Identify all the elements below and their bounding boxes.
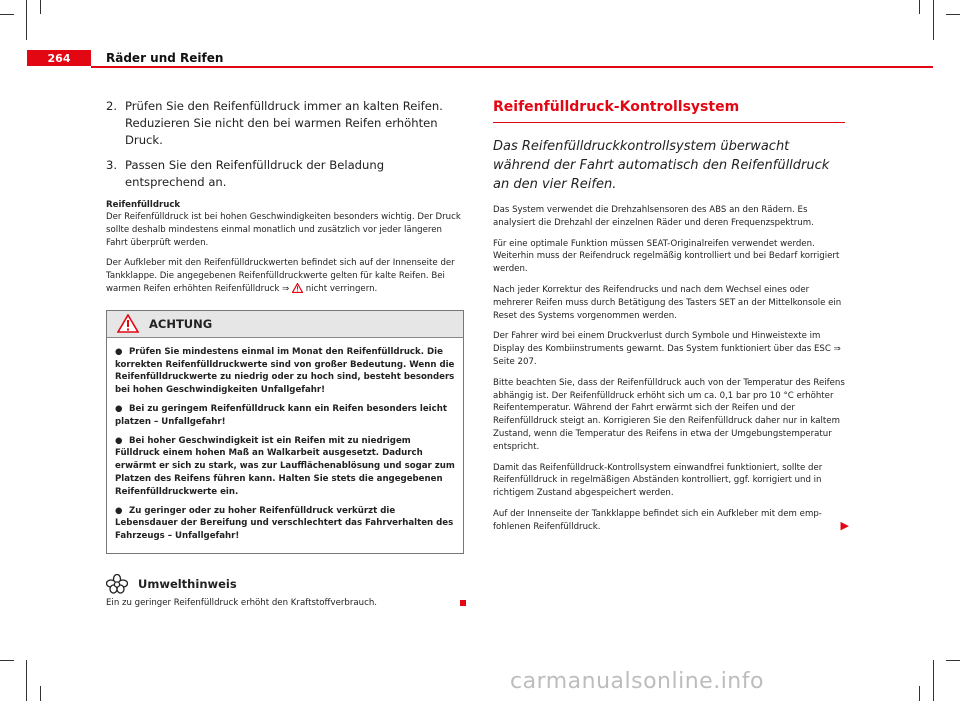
section-end-marker	[460, 600, 466, 606]
crop-mark	[933, 0, 934, 40]
warning-icon	[117, 314, 139, 333]
paragraph: Das System verwendet die Drehzahlsensoren des ABS an den Rädern. Es analysiert die Drehzahl der einzelnen Räder und deren Frequenzspektrum.	[493, 205, 814, 228]
crop-mark	[0, 14, 14, 15]
step-item	[106, 157, 464, 191]
chapter-title: Räder und Reifen	[106, 51, 224, 65]
paragraph: Für eine optimale Funktion müssen SEAT-Originalreifen verwendet werden. Weiterhin muss der Reifendruck regelmäßig kontrolliert und bei Bedarf korrigiert werden.	[493, 238, 840, 275]
warning-item	[115, 346, 457, 397]
bullet-icon: ●	[115, 403, 123, 414]
warning-item-text: Bei zu geringem Reifenfülldruck kann ein Reifen besonders leicht platzen – Unfallgefahr!	[115, 403, 447, 427]
bullet-icon: ●	[115, 505, 123, 516]
paragraph: Auf der Innenseite der Tankklappe befindet sich ein Aufkleber mit dem empfohlenen Reifenfülldruck.	[493, 508, 822, 532]
warning-item-text: Bei hoher Geschwindigkeit ist ein Reifen mit zu niedrigem Fülldruck einem hohen Maß an Walkarbeit ausgesetzt. Dadurch erwärmt er sich zu stark, was zur Laufflächenablösung und sogar zum Platzen des Reifens führen kann. Halten Sie stets die angegebenen Reifenfülldruckwerte ein.	[115, 435, 455, 497]
crop-mark	[933, 660, 934, 701]
step-number: 2.	[106, 99, 118, 113]
crop-mark	[946, 14, 960, 15]
left-column	[106, 98, 464, 610]
paragraph-text: nicht verringern.	[305, 283, 378, 294]
warning-item-text: Prüfen Sie mindestens einmal im Monat den Reifenfülldruck. Die korrekten Reifenfülldruckwerte sind von großer Bedeutung. Wenn die Reifenfülldruckwerte zu niedrig oder zu hoch sind, besteht besonders bei hohen Geschwindigkeiten Unfallgefahr!	[115, 346, 455, 396]
warning-item-text: Zu geringer oder zu hoher Reifenfülldruck verkürzt die Lebensdauer der Bereifung und verschlechtert das Fahrverhalten des Fahrzeugs – Unfallgefahr!	[115, 505, 454, 542]
crop-mark	[946, 660, 960, 661]
paragraph-text: Der Aufkleber mit den Reifenfülldruckwerten befindet sich auf der Innenseite der Tankklappe. Die angegebenen Reifenfülldruckwerte gelten für kalte Reifen. Bei warmen Reifen erhöhten Reifenfülldruck ⇒	[106, 258, 455, 294]
crop-mark	[0, 660, 14, 661]
environment-text: Ein zu geringer Reifenfülldruck erhöht den Kraftstoffverbrauch.	[106, 597, 377, 608]
warning-reference-icon[interactable]	[292, 283, 303, 293]
environment-note	[106, 597, 464, 610]
bullet-icon: ●	[115, 435, 123, 446]
right-column	[493, 98, 849, 542]
crop-mark	[40, 686, 41, 701]
crop-mark	[26, 660, 27, 701]
bullet-icon: ●	[115, 346, 123, 357]
subheading: Reifenfülldruck	[106, 200, 181, 210]
warning-item	[115, 403, 457, 429]
warning-item	[115, 435, 457, 499]
paragraph	[106, 257, 464, 295]
paragraph: Der Reifenfülldruck ist bei hohen Geschwindigkeiten besonders wichtig. Der Druck sollte deshalb mindestens einmal monatlich und zusätzlich vor jeder längeren Fahrt überprüft werden.	[106, 212, 461, 248]
header-rule	[91, 66, 933, 68]
crop-mark	[40, 0, 41, 14]
continue-arrow-icon: ▶	[840, 518, 849, 532]
paragraph: Nach jeder Korrektur des Reifendrucks und nach dem Wechsel eines oder mehrerer Reifen muss durch Betätigung des Tasters SET an der Mittelkonsole ein Reset des Systems vorgenommen werden.	[493, 284, 842, 321]
paragraph: Bitte beachten Sie, dass der Reifenfülldruck auch von der Temperatur des Reifens abhängig ist. Der Reifenfülldruck erhöht sich um ca. 0,1 bar pro 10 °C erhöhter Reifentemperatur. Während der Fahrt erwärmt sich der Reifen und der Reifenfülldruck steigt an. Korrigieren Sie den Reifenfülldruck daher nur in kaltem Zustand, wenn die Temperatur des Reifens in etwa der Umgebungstemperatur entspricht.	[493, 377, 845, 452]
warning-title: ACHTUNG	[149, 316, 213, 331]
environment-header	[106, 574, 464, 594]
warning-header	[107, 311, 463, 338]
paragraph: Der Fahrer wird bei einem Druckverlust durch Symbole und Hinweistexte im Display des Kombiinstruments gewarnt. Das System funktioniert über das ESC ⇒ Seite 207.	[493, 331, 841, 367]
crop-mark	[919, 686, 920, 701]
paragraph: Damit das Reifenfülldruck-Kontrollsystem einwandfrei funktioniert, sollte der Reifenfülldruck in regelmäßigen Abständen kontrolliert, ggf. korrigiert und in richtigem Zustand abgespeichert werden.	[493, 462, 823, 499]
section-title: Reifenfülldruck-Kontrollsystem	[493, 98, 845, 123]
warning-item	[115, 505, 457, 543]
page-number: 264	[27, 50, 91, 66]
step-item	[106, 98, 464, 149]
environment-title: Umwelthinweis	[138, 576, 237, 591]
step-text: Passen Sie den Reifenfülldruck der Beladung entsprechend an.	[125, 158, 385, 189]
step-text: Prüfen Sie den Reifenfülldruck immer an kalten Reifen. Reduzieren Sie nicht den bei warmen Reifen erhöhten Druck.	[125, 99, 443, 147]
lead-text: Das Reifenfülldruckkontrollsystem überwacht während der Fahrt automatisch den Reifenfülldruck an den vier Reifen.	[493, 139, 830, 192]
watermark: carmanualsonline.info	[510, 669, 764, 694]
step-number: 3.	[106, 158, 118, 172]
warning-box	[106, 310, 464, 554]
crop-mark	[919, 0, 920, 14]
warning-body	[107, 338, 463, 553]
flower-icon	[106, 574, 128, 594]
crop-mark	[26, 0, 27, 40]
